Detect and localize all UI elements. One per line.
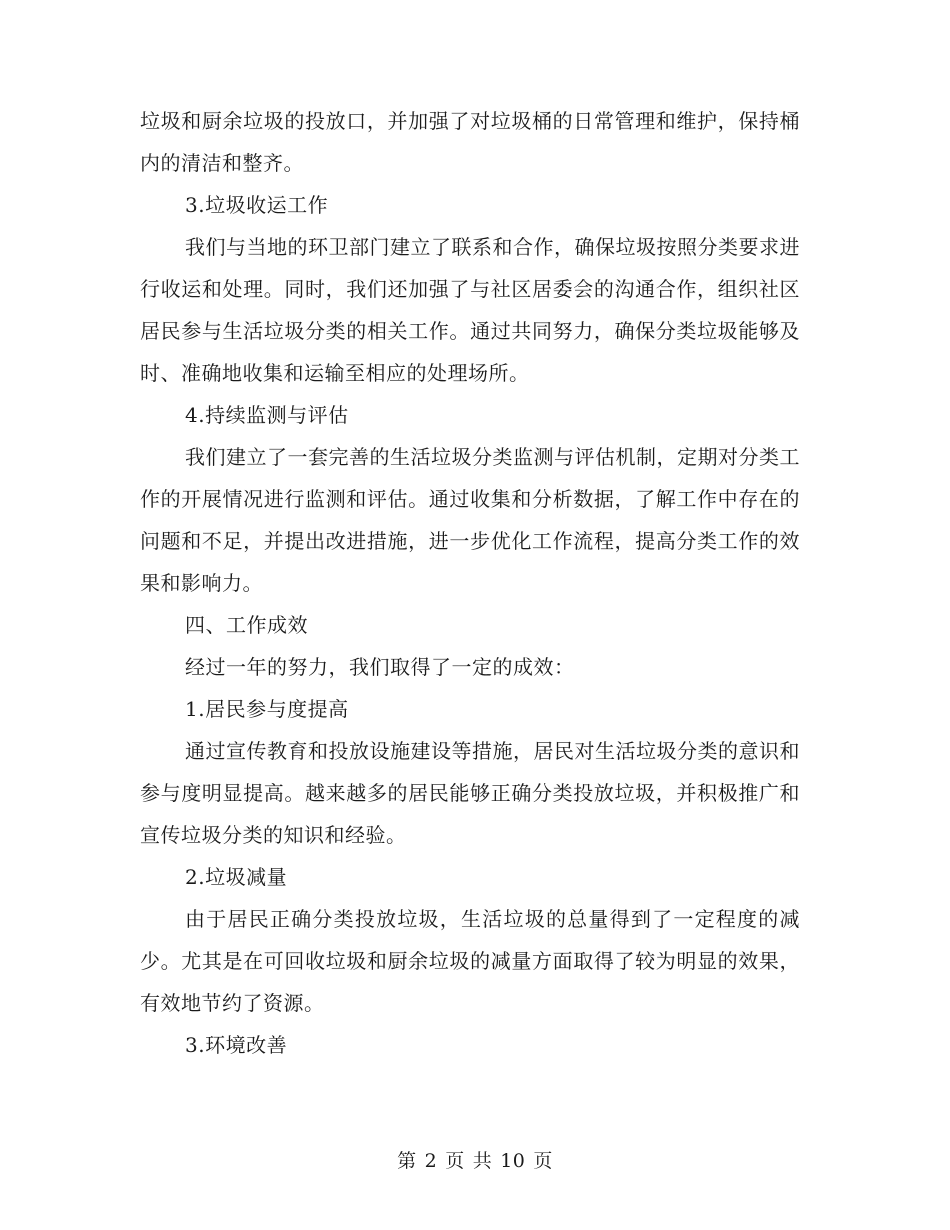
section-heading: 3.垃圾收运工作 [185,193,329,217]
paragraph: 经过一年的努力，我们取得了一定的成效： [185,655,575,679]
footer-suffix: 页 [533,1150,553,1172]
paragraph: 我们建立了一套完善的生活垃圾分类监测与评估机制，定期对分类工作的开展情况进行监测和评估。通过收集和分析数据，了解工作中存在的问题和不足，并提出改进措施，进一步优化工作流程，提高分类工作的效果和影响力。 [140,445,800,595]
footer-page-word: 页 [445,1150,465,1172]
footer-total-word: 共 [472,1150,493,1172]
total-pages-number: 10 [500,1150,526,1172]
paragraph: 垃圾和厨余垃圾的投放口，并加强了对垃圾桶的日常管理和维护，保持桶内的清洁和整齐。 [140,109,800,175]
paragraph: 通过宣传教育和投放设施建设等措施，居民对生活垃圾分类的意识和参与度明显提高。越来越多的居民能够正确分类投放垃圾，并积极推广和宣传垃圾分类的知识和经验。 [140,739,800,847]
paragraph: 我们与当地的环卫部门建立了联系和合作，确保垃圾按照分类要求进行收运和处理。同时，我们还加强了与社区居委会的沟通合作，组织社区居民参与生活垃圾分类的相关工作。通过共同努力，确保分类垃圾能够及时、准确地收集和运输至相应的处理场所。 [140,235,800,385]
section-heading: 2.垃圾减量 [185,865,288,889]
chapter-heading: 四、工作成效 [185,613,308,637]
section-heading: 4.持续监测与评估 [185,403,349,427]
paragraph: 由于居民正确分类投放垃圾，生活垃圾的总量得到了一定程度的减少。尤其是在可回收垃圾和厨余垃圾的减量方面取得了较为明显的效果，有效地节约了资源。 [140,907,800,1015]
document-body [140,100,800,1066]
section-heading: 3.环境改善 [185,1033,288,1057]
section-heading: 1.居民参与度提高 [185,697,349,721]
page-footer [0,1146,950,1173]
current-page-number: 2 [424,1150,438,1172]
footer-prefix: 第 [397,1150,417,1172]
